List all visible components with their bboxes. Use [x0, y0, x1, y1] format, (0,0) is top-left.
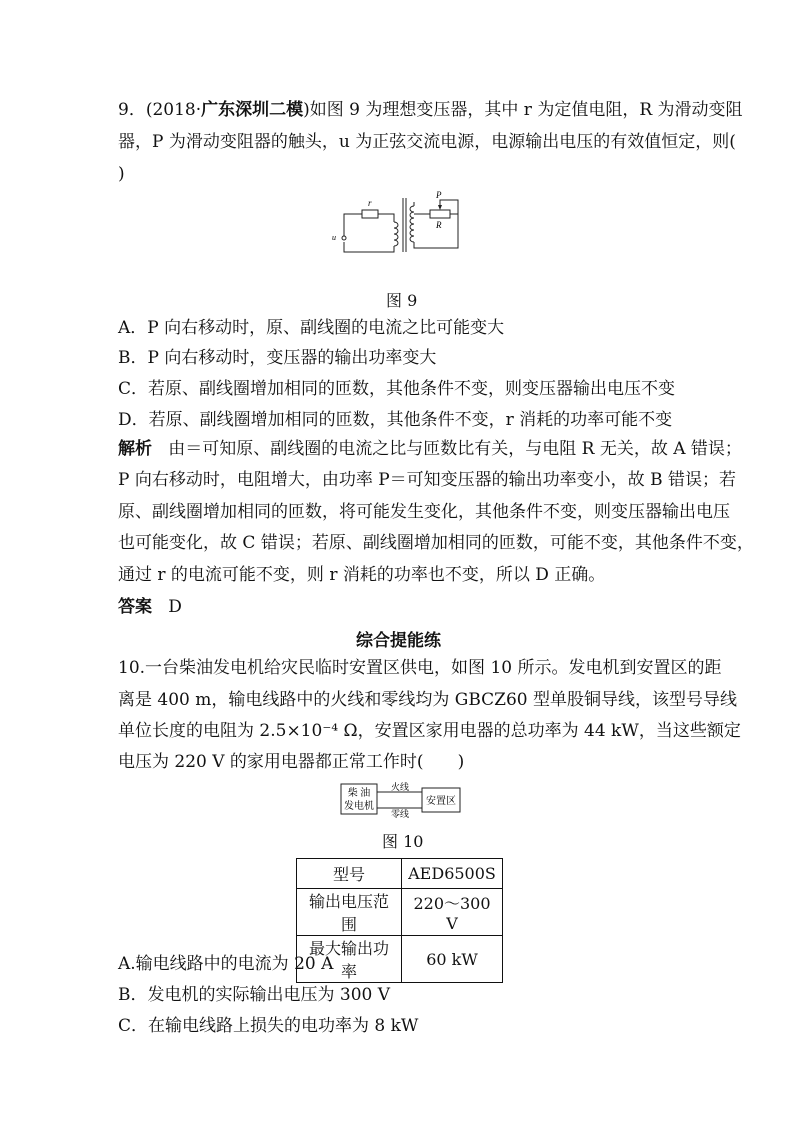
site-label: 安置区 [426, 796, 456, 807]
label-r: r [368, 198, 372, 208]
label-R: R [436, 220, 442, 230]
q9-answer [118, 595, 182, 619]
table-value-cell: 60 kW [402, 936, 503, 983]
figure-9-caption: 图 9 [386, 291, 418, 310]
section-title: 综合提能练 [356, 631, 441, 651]
q10-stem-line-2: 离是 400 m，输电线路中的火线和零线均为 GBCZ60 型单股铜导线，该型号导线 [118, 690, 738, 710]
q9-analysis-line-2: P 向右移动时，电阻增大，由功率 P＝可知变压器的输出功率变小，故 B 错误；若 [118, 470, 736, 490]
table-label-cell: 最大输出功率 [297, 936, 402, 983]
generator-line-1: 柴 油 [347, 788, 371, 799]
q9-analysis-line-3: 原、副线圈增加相同的匝数，将可能发生变化，其他条件不变，则变压器输出电压 [118, 502, 730, 522]
table-row [297, 859, 503, 889]
generator-line-2: 发电机 [344, 801, 374, 812]
q10-stem-line-3: 单位长度的电阻为 2.5×10⁻⁴ Ω，安置区家用电器的总功率为 44 kW，当这些额定 [118, 721, 741, 741]
q9-analysis-line-1 [118, 437, 742, 461]
live-wire-label: 火线 [390, 782, 410, 792]
label-u: u [332, 233, 336, 242]
table-label-cell: 输出电压范围 [297, 889, 402, 936]
q10-option-b: B．发电机的实际输出电压为 300 V [118, 985, 391, 1005]
q9-option-c: C．若原、副线圈增加相同的匝数，其他条件不变，则变压器输出电压不变 [118, 379, 676, 399]
q9-analysis-line-4: 也可能变化，故 C 错误；若原、副线圈增加相同的匝数，可能不变，其他条件不变， [118, 533, 754, 553]
table-value-cell: 220～300 V [402, 889, 503, 936]
q9-stem-rest: )如图 9 为理想变压器，其中 r 为定值电阻，R 为滑动变阻 [303, 100, 743, 120]
neutral-wire-label: 零线 [390, 809, 410, 818]
table-value-cell: AED6500S [402, 859, 503, 889]
transformer-circuit-diagram [328, 190, 478, 258]
q9-option-a: A．P 向右移动时，原、副线圈的电流之比可能变大 [118, 318, 505, 338]
q10-option-a: A.输电线路中的电流为 20 A [118, 954, 334, 974]
q10-stem-line-1: 10.一台柴油发电机给灾民临时安置区供电，如图 10 所示。发电机到安置区的距 [118, 658, 722, 678]
q9-source: 广东深圳二模 [201, 100, 304, 120]
label-P: P [436, 190, 442, 200]
q9-option-b: B．P 向右移动时，变压器的输出功率变大 [118, 348, 437, 368]
figure-10-caption: 图 10 [382, 832, 424, 851]
answer-value: D [168, 597, 182, 617]
answer-label: 答案 [118, 597, 152, 617]
table-row [297, 889, 503, 936]
generator-diagram [340, 782, 462, 818]
q9-option-d: D．若原、副线圈增加相同的匝数，其他条件不变，r 消耗的功率可能不变 [118, 410, 673, 430]
analysis-text-1: 由＝可知原、副线圈的电流之比与匝数比有关，与电阻 R 无关，故 A 错误； [168, 439, 742, 459]
analysis-label: 解析 [118, 439, 152, 459]
q9-stem-line-2: 器，P 为滑动变阻器的触头，u 为正弦交流电源，电源输出电压的有效值恒定，则( [118, 132, 736, 152]
q10-option-c: C．在输电线路上损失的电功率为 8 kW [118, 1016, 419, 1036]
q9-analysis-line-5: 通过 r 的电流可能不变，则 r 消耗的功率也不变，所以 D 正确。 [118, 565, 606, 585]
q10-stem-line-4: 电压为 220 V 的家用电器都正常工作时( ) [118, 752, 465, 772]
q9-stem-line-3: ) [118, 164, 125, 184]
table-label-cell: 型号 [297, 859, 402, 889]
q9-prefix: 9．(2018· [118, 100, 202, 120]
q9-stem-line-1 [118, 98, 743, 122]
